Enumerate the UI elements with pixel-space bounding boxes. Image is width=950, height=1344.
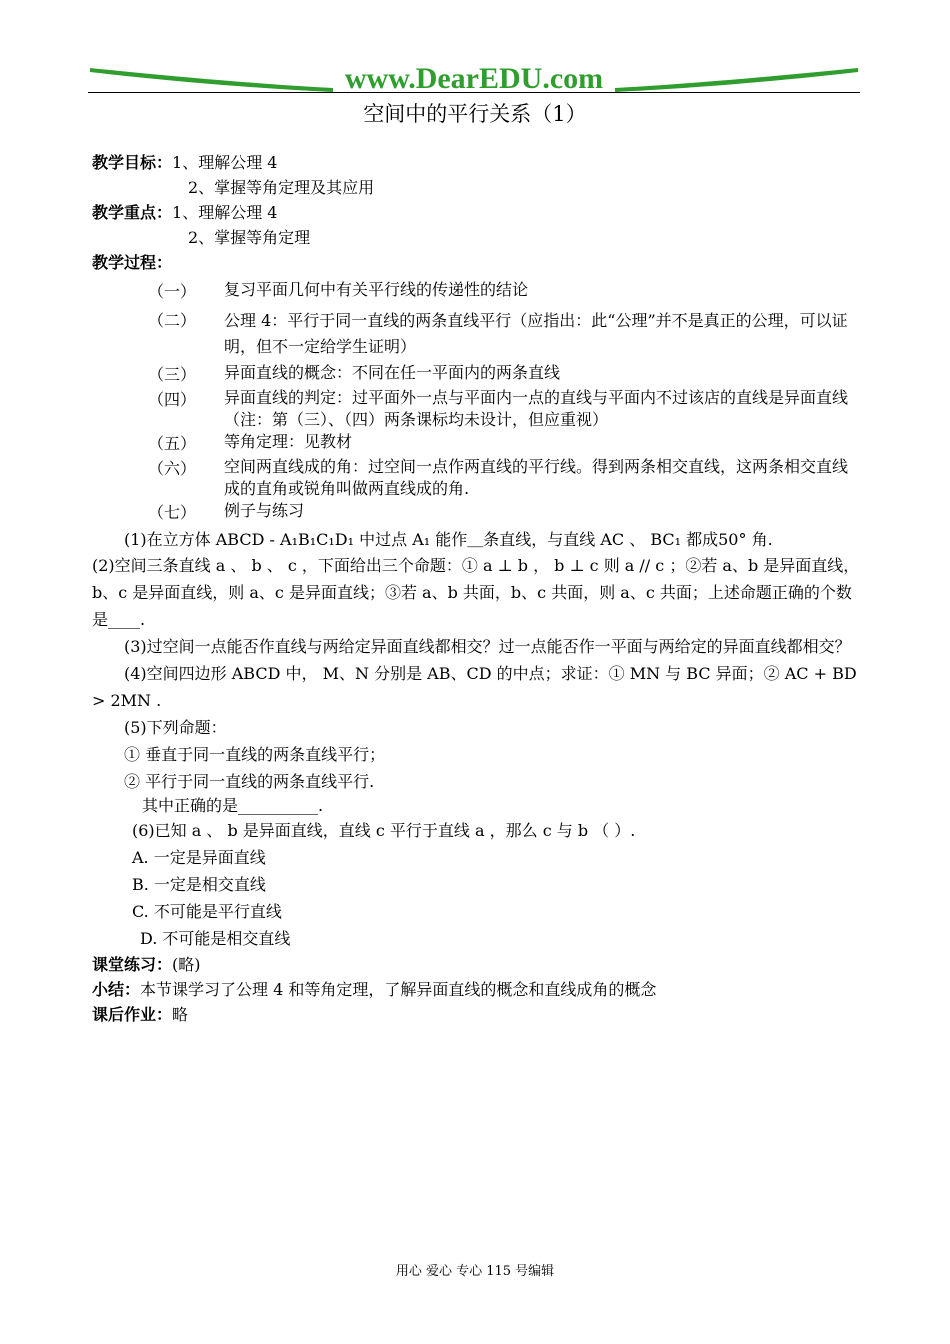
exercise-5-item: ② 平行于同一直线的两条直线平行. [124,772,375,791]
process-label: 教学过程： [92,253,173,272]
exercise-5-item: ① 垂直于同一直线的两条直线平行； [124,745,386,764]
homework-line [92,1002,862,1027]
option-a: A. 一定是异面直线 [132,848,266,867]
step-text: 公理 4：平行于同一直线的两条直线平行（应指出：此“公理”并不是真正的公理，可以证明，但不一定给学生证明） [224,311,848,356]
focus-line-1 [92,200,862,225]
lesson-body [92,150,862,1027]
process-step [92,387,862,431]
focus-item: 1、理解公理 4 [172,203,278,222]
exercise-5: (5)下列命题： [124,718,227,737]
page-title: 空间中的平行关系（1） [363,102,587,126]
goals-line-2 [92,175,862,200]
goals-line-1 [92,150,862,175]
exercise-3: (3)过空间一点能否作直线与两给定异面直线都相交？过一点能否作一平面与两给定的异面直线都相交？ [124,637,851,656]
homework-text: 略 [172,1005,189,1024]
summary-text: 本节课学习了公理 4 和等角定理，了解异面直线的概念和直线成角的概念 [140,980,657,999]
process-step [92,362,862,387]
exercise-1: (1)在立方体 ABCD - A₁B₁C₁D₁ 中过点 A₁ 能作＿条直线，与直线 AC 、 BC₁ 都成50° 角. [124,530,773,549]
focus-item: 2、掌握等角定理 [188,228,311,247]
goal-item: 1、理解公理 4 [172,153,278,172]
page-footer: 用心 爱心 专心 115 号编辑 [395,1264,555,1279]
practice-line [92,952,862,977]
process-heading [92,250,862,275]
step-number: （三） [148,365,197,384]
exercise-5-answer: 其中正确的是__________. [142,796,324,815]
step-number: （七） [148,503,197,522]
step-number: （四） [148,390,197,409]
process-step [92,500,862,525]
header-rule [88,92,860,93]
step-number: （五） [148,434,197,453]
step-text: 例子与练习 [224,501,305,520]
focus-label: 教学重点： [92,203,173,222]
option-d: D. 不可能是相交直线 [140,929,291,948]
step-text: 空间两直线成的角：过空间一点作两直线的平行线。得到两条相交直线，这两条相交直线成的直角或锐角叫做两直线成的角. [224,457,849,498]
process-step [92,308,862,360]
step-text: 异面直线的判定：过平面外一点与平面内一点的直线与平面内不过该店的直线是异面直线（注：第（三）、（四）两条课标均未设计，但应重视） [224,388,849,429]
practice-text: (略) [172,955,201,974]
goals-label: 教学目标： [92,153,173,172]
step-number: （六） [148,459,197,478]
step-text: 等角定理：见教材 [224,432,353,451]
option-c: C. 不可能是平行直线 [132,902,282,921]
focus-line-2 [92,225,862,250]
exercise-2: (2)空间三条直线 a 、 b 、 c ，下面给出三个命题：① a ⊥ b ， b ⊥ c 则 a // c ；②若 a、b 是异面直线，b、c 是异面直线，则 a、c 是异面直线；③若 a、b 共面，b、c 共面，则 a、c 共面；上述命题正确的个数是____. [92,556,860,629]
exercise-4: (4)空间四边形 ABCD 中， M、N 分别是 AB、CD 的中点；求证：① MN 与 BC 异面；② AC + BD > 2MN . [92,664,857,710]
process-step [92,456,862,500]
process-step [92,431,862,456]
practice-label: 课堂练习： [92,955,173,974]
step-number: （二） [148,311,197,330]
summary-line [92,977,862,1002]
goal-item: 2、掌握等角定理及其应用 [188,178,375,197]
homework-label: 课后作业： [92,1005,173,1024]
exercise-6: (6)已知 a 、 b 是异面直线，直线 c 平行于直线 a ，那么 c 与 b （ ）. [132,821,636,840]
summary-label: 小结： [92,980,141,999]
step-number: （一） [148,282,197,301]
option-b: B. 一定是相交直线 [132,875,266,894]
step-text: 异面直线的概念：不同在任一平面内的两条直线 [224,363,561,382]
site-logo-text[interactable]: www.DearEDU.com [344,62,604,95]
step-text: 复习平面几何中有关平行线的传递性的结论 [224,280,529,299]
process-step [92,279,862,304]
